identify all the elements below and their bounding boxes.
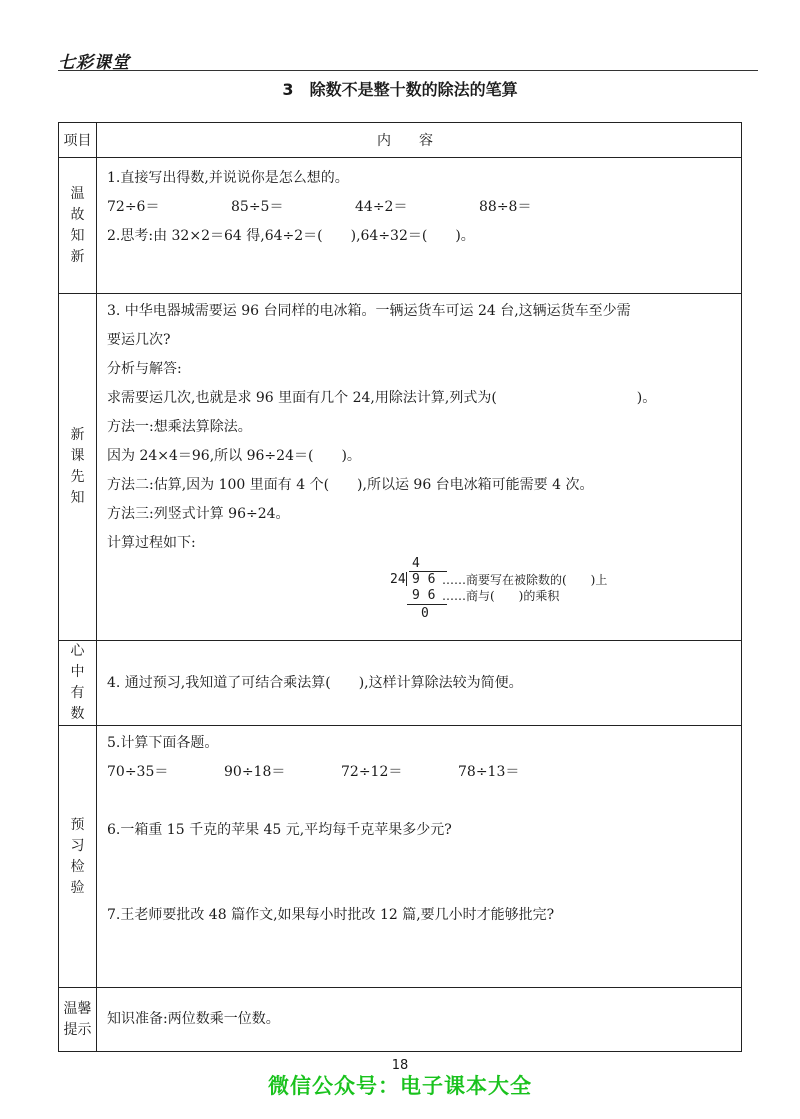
- section-content-tips: [97, 988, 742, 1052]
- calc-item: 70÷35＝: [107, 764, 169, 780]
- question-5: 5.计算下面各题。: [107, 735, 219, 751]
- section-label-preview: 预 习 检 验: [59, 726, 97, 988]
- brand-logo: 七彩课堂: [58, 53, 130, 73]
- oral-calc-item: 44÷2＝: [355, 199, 408, 215]
- question-2: 2.思考:由 32×2＝64 得,64÷2＝( ),64÷32＝( )。: [107, 228, 475, 244]
- ld-note-2: ……商与( )的乘积: [442, 589, 560, 603]
- ld-remainder: 0: [421, 606, 429, 621]
- analysis-line: 求需要运几次,也就是求 96 里面有几个 24,用除法计算,列式为( )。: [107, 390, 657, 406]
- section-tips: [59, 988, 742, 1052]
- process-heading: 计算过程如下:: [107, 535, 196, 551]
- section-content-review: [97, 158, 742, 294]
- section-new-lesson: [59, 294, 742, 641]
- calc-item: 90÷18＝: [224, 764, 286, 780]
- page-number: 18: [391, 1058, 409, 1073]
- column-header-content: 内容: [97, 123, 742, 158]
- method-one-detail: 因为 24×4＝96,所以 96÷24＝( )。: [107, 448, 361, 464]
- lesson-title: 除数不是整十数的除法的笔算: [309, 80, 518, 99]
- long-division: [107, 558, 733, 640]
- column-header-item: 项目: [59, 123, 97, 158]
- section-label-mind: 心 中 有 数: [59, 641, 97, 726]
- question-3-line-2: 要运几次?: [107, 332, 171, 348]
- method-two: 方法二:估算,因为 100 里面有 4 个( ),所以运 96 台电冰箱可能需要 4 次。: [107, 477, 594, 493]
- watermark: 微信公众号：电子课本大全: [268, 1074, 532, 1098]
- calc-item: 78÷13＝: [458, 764, 520, 780]
- section-label-review: 温 故 知 新: [59, 158, 97, 294]
- calc-item: 72÷12＝: [341, 764, 403, 780]
- ld-note-1: ……商要写在被除数的( )上: [442, 573, 608, 587]
- table-header-row: [59, 123, 742, 158]
- ld-quotient: 4: [412, 556, 420, 571]
- question-6: 6.一箱重 15 千克的苹果 45 元,平均每千克苹果多少元?: [107, 822, 452, 838]
- lesson-number: 3: [282, 80, 294, 99]
- ld-subtraction-bar: [407, 604, 447, 605]
- section-content-preview: [97, 726, 742, 988]
- worksheet-table: [58, 122, 742, 1052]
- question-3-line-1: 3. 中华电器城需要运 96 台同样的电冰箱。一辆运货车可运 24 台,这辆运货车至少需: [107, 303, 631, 319]
- method-three: 方法三:列竖式计算 96÷24。: [107, 506, 290, 522]
- section-content-new-lesson: [97, 294, 742, 641]
- section-label-new-lesson: 新 课 先 知: [59, 294, 97, 641]
- question-7: 7.王老师要批改 48 篇作文,如果每小时批改 12 篇,要几小时才能够批完?: [107, 907, 555, 923]
- ld-divisor: 24: [390, 572, 406, 587]
- header-rule: [58, 70, 758, 71]
- question-1-items: [107, 193, 733, 222]
- oral-calc-item: 85÷5＝: [231, 199, 284, 215]
- question-4: 4. 通过预习,我知道了可结合乘法算( ),这样计算除法较为简便。: [107, 674, 523, 691]
- oral-calc-item: 72÷6＝: [107, 199, 160, 215]
- ld-product: 9 6: [412, 588, 436, 603]
- section-preview: [59, 726, 742, 988]
- oral-calc-item: 88÷8＝: [479, 199, 532, 215]
- analysis-heading: 分析与解答:: [107, 361, 182, 377]
- page-title: [0, 77, 800, 100]
- method-one: 方法一:想乘法算除法。: [107, 419, 252, 435]
- question-1: 1.直接写出得数,并说说你是怎么想的。: [107, 170, 349, 186]
- ld-dividend: 9 6: [412, 572, 436, 587]
- section-review: [59, 158, 742, 294]
- tips-text: 知识准备:两位数乘一位数。: [107, 1011, 280, 1027]
- section-content-mind: [97, 641, 742, 726]
- section-label-tips: 温馨 提示: [59, 988, 97, 1052]
- section-mind: [59, 641, 742, 726]
- question-5-items: [107, 758, 733, 787]
